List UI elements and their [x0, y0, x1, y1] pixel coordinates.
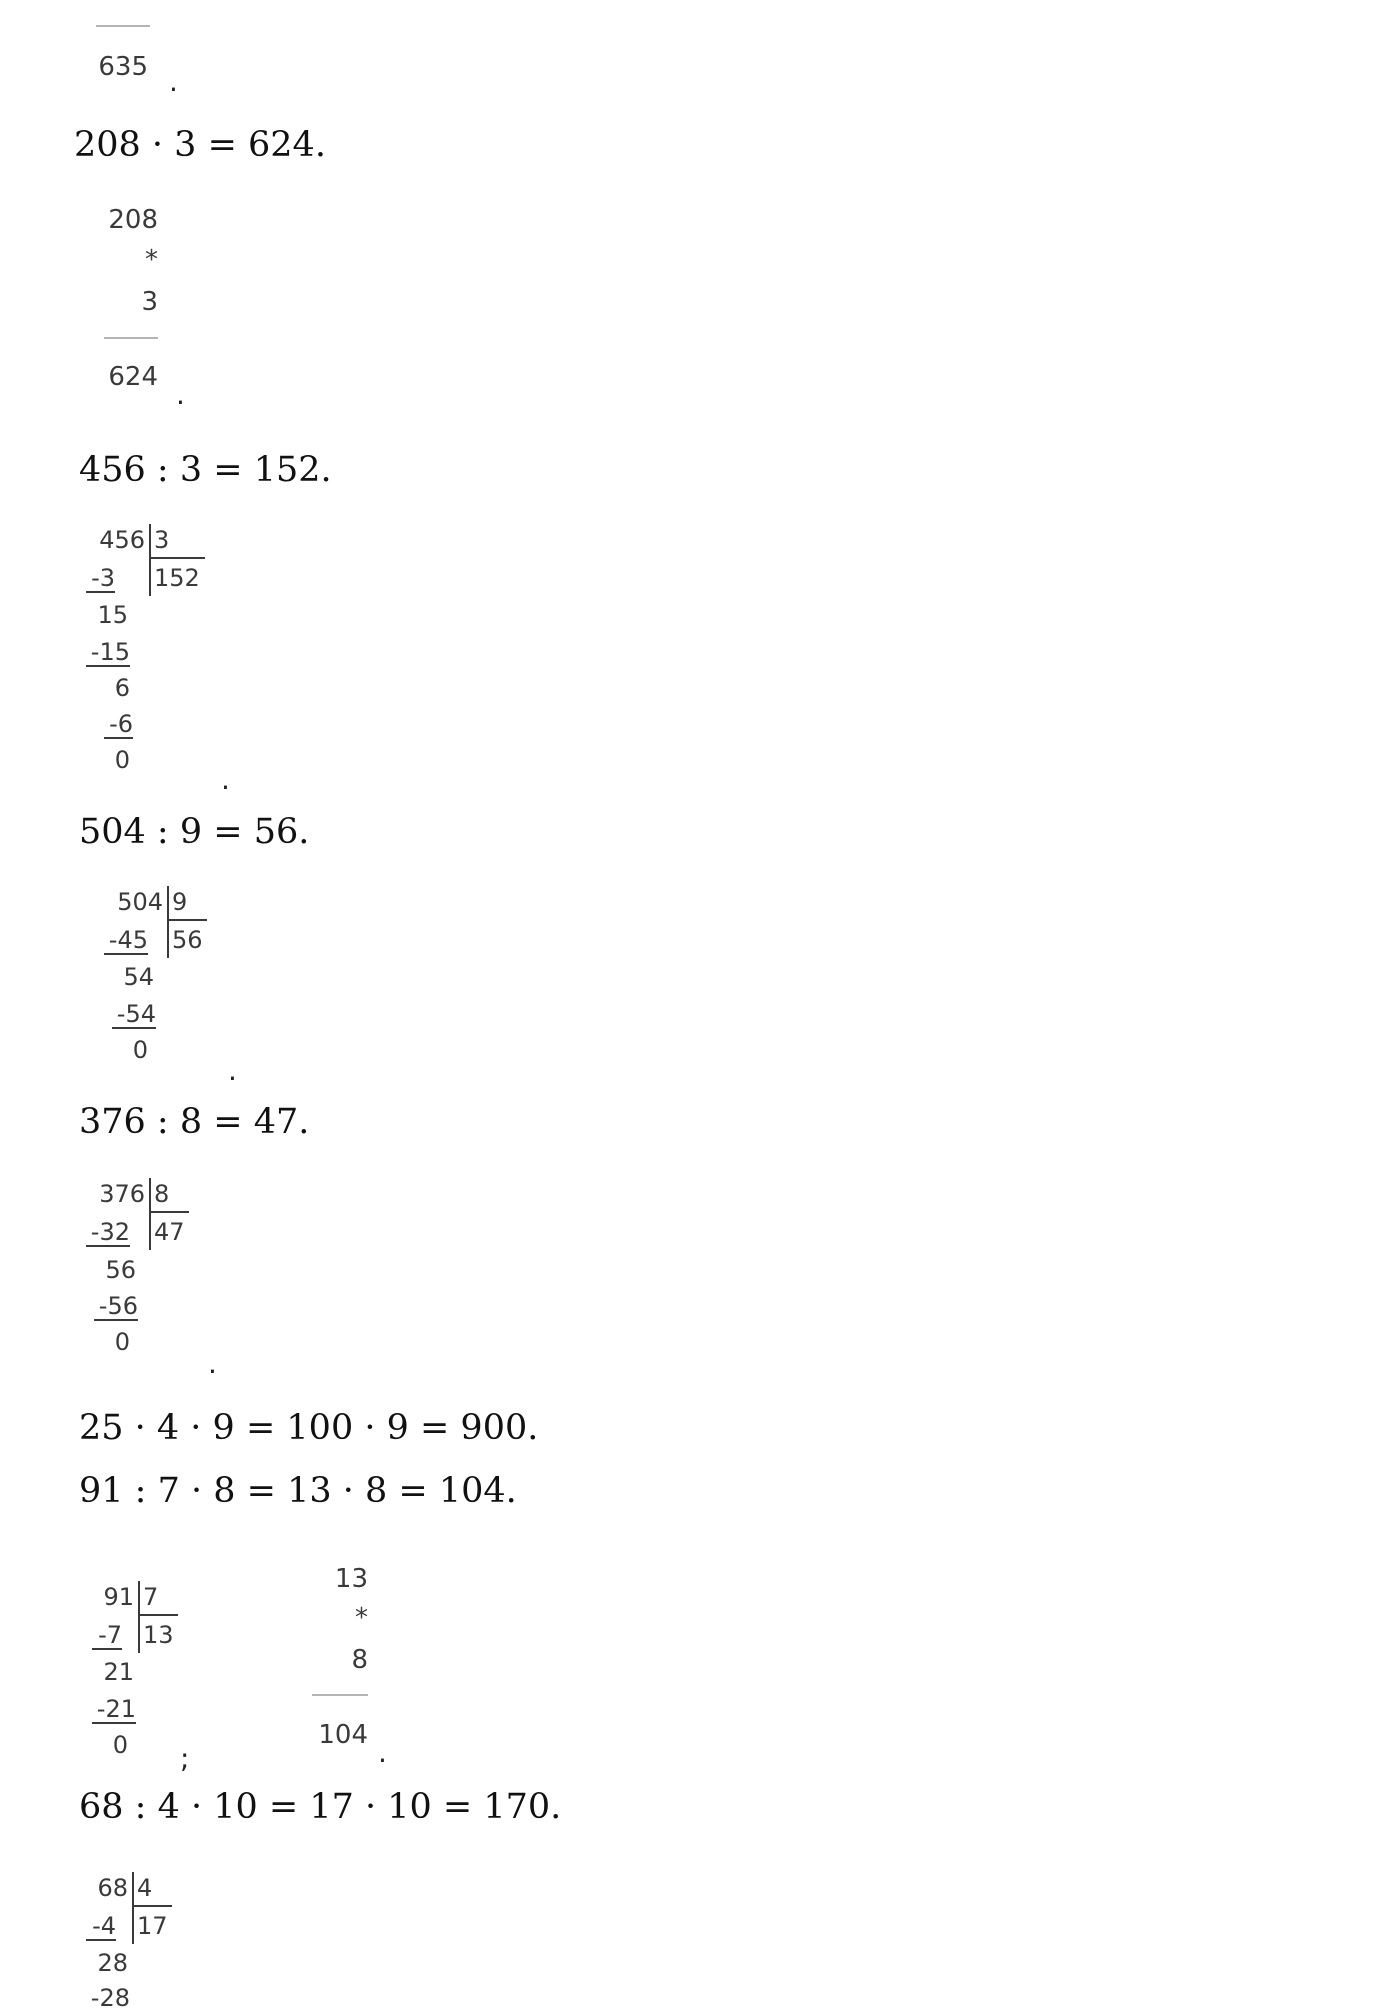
multiplication-rule — [104, 337, 158, 339]
quotient: 152 — [154, 564, 200, 592]
equation-line: 208 · 3 = 624. — [74, 125, 326, 165]
multiplication-rule — [312, 1694, 368, 1696]
division-vertical-bar — [132, 1872, 134, 1944]
equation-line: 456 : 3 = 152. — [79, 450, 332, 490]
subtrahend: -3 — [86, 566, 115, 593]
division-horizontal-bar — [132, 1905, 172, 1907]
subtrahend: -7 — [92, 1623, 122, 1650]
dividend: 504 — [117, 888, 163, 916]
multiply-sign: * — [145, 245, 158, 275]
period-mark: . — [208, 1347, 217, 1380]
equation-line: 68 : 4 · 10 = 17 · 10 = 170. — [79, 1787, 562, 1827]
multiplicand: 208 — [108, 205, 158, 235]
division-horizontal-bar — [149, 557, 205, 559]
fraction-rule — [96, 25, 150, 27]
subtrahend: -6 — [104, 712, 133, 739]
period-mark: . — [228, 1054, 237, 1087]
remainder: 6 — [114, 674, 130, 702]
division-horizontal-bar — [149, 1211, 189, 1213]
quotient: 13 — [143, 1621, 174, 1649]
equation-line: 376 : 8 = 47. — [79, 1102, 310, 1142]
product-result: 624 — [108, 362, 158, 392]
dividend: 68 — [97, 1874, 128, 1902]
remainder: 0 — [132, 1036, 148, 1064]
dividend: 376 — [99, 1180, 145, 1208]
product-result: 635 — [98, 52, 148, 82]
remainder: 56 — [105, 1256, 136, 1284]
remainder: 21 — [103, 1658, 134, 1686]
period-mark: . — [221, 763, 230, 796]
division-horizontal-bar — [167, 919, 207, 921]
subtrahend: -15 — [86, 640, 130, 667]
period-mark: . — [176, 378, 185, 411]
period-mark: . — [169, 65, 178, 98]
multiplicand: 13 — [334, 1564, 368, 1594]
remainder: 0 — [114, 1328, 130, 1356]
dividend: 91 — [103, 1583, 134, 1611]
equation-line: 91 : 7 · 8 = 13 · 8 = 104. — [79, 1471, 517, 1511]
subtrahend: -45 — [104, 928, 148, 955]
quotient: 56 — [172, 926, 203, 954]
subtrahend: -21 — [92, 1697, 136, 1724]
semicolon-mark: ; — [180, 1742, 190, 1775]
divisor: 8 — [154, 1180, 170, 1208]
remainder: 0 — [114, 746, 130, 774]
divisor: 7 — [143, 1583, 159, 1611]
dividend: 456 — [99, 526, 145, 554]
equation-line: 25 · 4 · 9 = 100 · 9 = 900. — [79, 1408, 539, 1448]
divisor: 3 — [154, 526, 170, 554]
multiplier: 3 — [141, 287, 158, 317]
remainder: 0 — [112, 1731, 128, 1759]
remainder: 28 — [97, 1949, 128, 1977]
period-mark: . — [378, 1736, 387, 1769]
equation-line: 504 : 9 = 56. — [79, 812, 310, 852]
product-result: 104 — [318, 1720, 368, 1750]
divisor: 4 — [137, 1874, 153, 1902]
remainder: 54 — [123, 963, 154, 991]
subtrahend: -56 — [94, 1294, 138, 1321]
subtrahend: -32 — [86, 1220, 130, 1247]
subtrahend: -54 — [112, 1002, 156, 1029]
division-horizontal-bar — [138, 1614, 178, 1616]
multiply-sign: * — [355, 1603, 368, 1633]
multiplier: 8 — [351, 1645, 368, 1675]
subtrahend: -4 — [86, 1914, 116, 1941]
division-vertical-bar — [138, 1581, 140, 1653]
quotient: 47 — [154, 1218, 185, 1246]
division-vertical-bar — [149, 1178, 151, 1250]
subtrahend: -28 — [90, 1984, 130, 2012]
remainder: 15 — [97, 601, 128, 629]
division-vertical-bar — [167, 886, 169, 958]
divisor: 9 — [172, 888, 188, 916]
quotient: 17 — [137, 1912, 168, 1940]
division-vertical-bar — [149, 524, 151, 596]
